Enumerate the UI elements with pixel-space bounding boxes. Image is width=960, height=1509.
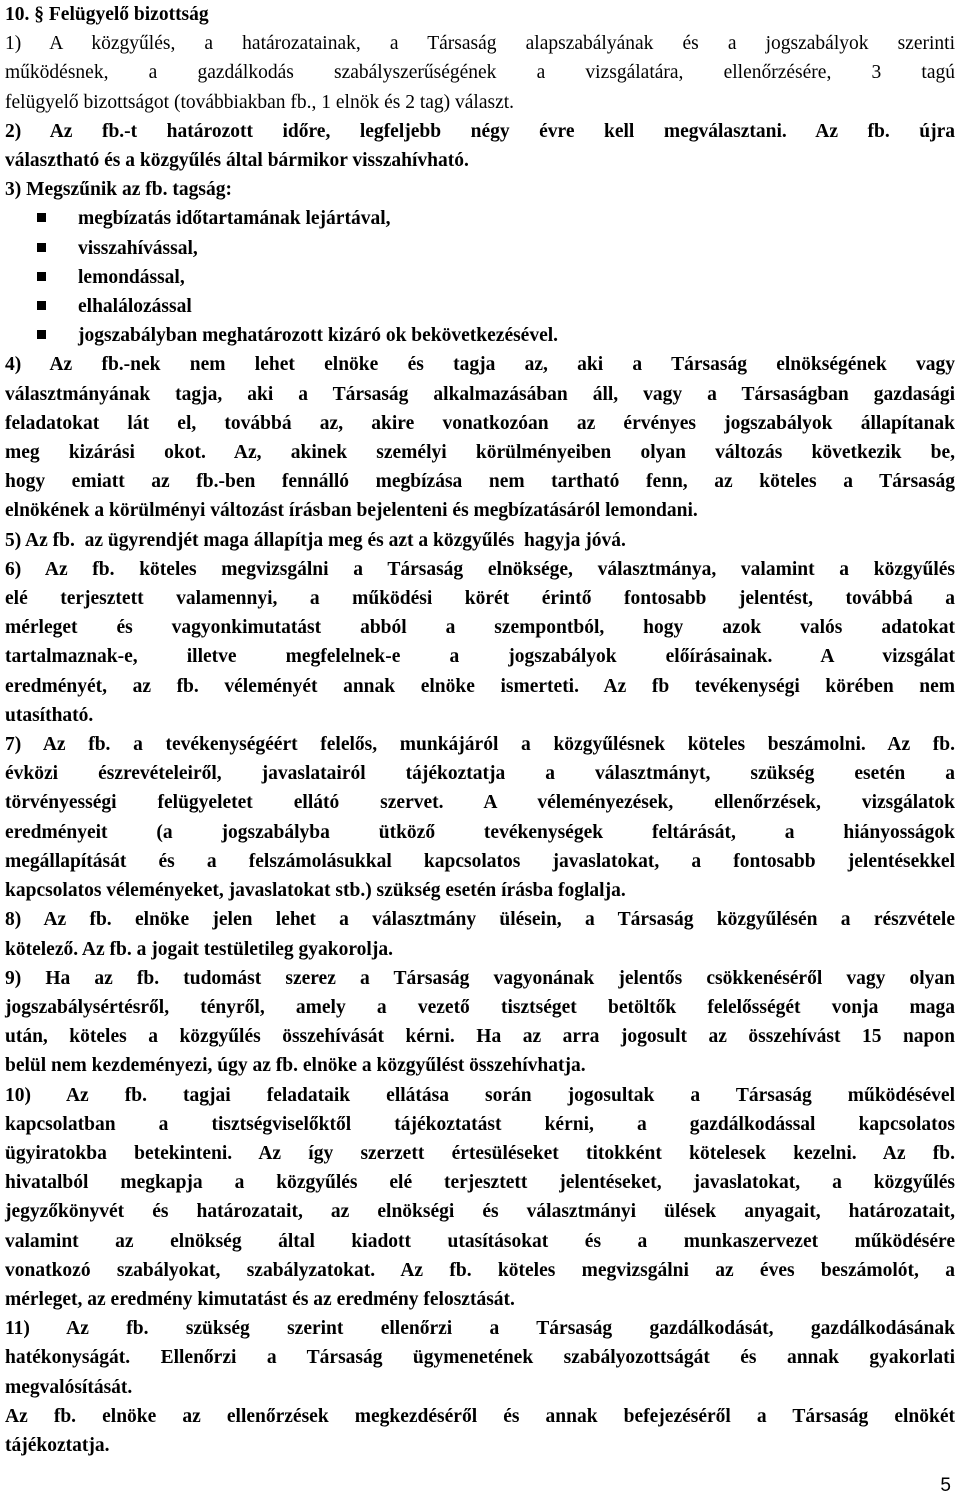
- paragraph-line: 10) Az fb. tagjai feladataik ellátása során jogosultak a Társaság működésével: [5, 1084, 955, 1106]
- paragraph-line: 6) Az fb. köteles megvizsgálni a Társaság elnöksége, választmánya, valamint a közgyűlés: [5, 558, 955, 580]
- paragraph-line: valamint az elnökség által kiadott utasításokat és a munkaszervezet működésére: [5, 1230, 955, 1252]
- bullet-item: [5, 234, 955, 263]
- square-bullet-icon: [37, 243, 46, 252]
- paragraph-line: hogy emiatt az fb.-ben fennálló megbízása nem tartható fenn, az köteles a Társaság: [5, 471, 955, 493]
- paragraph-line: eredményeit (a jogszabályba ütköző tevékenységek feltárását, a hiányosságok: [5, 821, 955, 843]
- paragraph-line: jogszabálysértésről, tényről, amely a vezető tisztséget betöltők felelősségét vonja maga: [5, 996, 955, 1018]
- paragraph-line: eredményét, az fb. véleményét annak elnöke ismerteti. Az fb tevékenységi körében nem: [5, 675, 955, 697]
- paragraph-line: ügyiratokba betekinteni. Az így szerzett értesüléseket titokként kötelesek kezelni. Az fb.: [5, 1142, 955, 1164]
- paragraph-line: felügyelő bizottságot (továbbiakban fb., 1 elnök és 2 tag) választ.: [5, 91, 515, 113]
- paragraph-line: törvényességi felügyeletet ellátó szervet. A véleményezések, ellenőrzések, vizsgálatok: [5, 792, 955, 814]
- paragraph-line: 7) Az fb. a tevékenységéért felelős, munkájáról a közgyűlésnek köteles beszámolni. Az fb.: [5, 734, 955, 756]
- paragraph-line: elnökének a körülményi változást írásban bejelenteni és megbízatásáról lemondani.: [5, 500, 698, 522]
- paragraph-line: megállapítását és a felszámolásukkal kapcsolatos javaslatokat, a fontosabb jelentésekkel: [5, 850, 955, 872]
- paragraph-line: 2) Az fb.-t határozott időre, legfeljebb négy évre kell megválasztani. Az fb. újra: [5, 120, 955, 142]
- paragraph-line: jegyzőkönyvét és határozatait, az elnökségi és választmányi ülések anyagait, határozatait,: [5, 1201, 955, 1223]
- square-bullet-icon: [37, 330, 46, 339]
- paragraph-line: meg kizárási okot. Az, akinek személyi körülményeiben olyan változás következik be,: [5, 442, 955, 464]
- paragraph-line: választható és a közgyűlés által bármikor visszahívható.: [5, 150, 469, 172]
- paragraph-line: kötelező. Az fb. a jogait testületileg gyakorolja.: [5, 938, 393, 960]
- paragraph-line: tájékoztatja.: [5, 1434, 110, 1456]
- bullet-text: lemondással,: [78, 266, 185, 288]
- paragraph-line: 5) Az fb. az ügyrendjét maga állapítja meg és azt a közgyűlés hagyja jóvá.: [5, 529, 626, 551]
- section-heading: 10. § Felügyelő bizottság: [5, 4, 209, 25]
- paragraph-line: 8) Az fb. elnöke jelen lehet a választmány ülésein, a Társaság közgyűlésén a részvétele: [5, 909, 955, 931]
- paragraph-line: tartalmaznak-e, illetve megfelelnek-e a jogszabályok előírásainak. A vizsgálat: [5, 646, 955, 668]
- paragraph-line: választmányának tagja, aki a Társaság alkalmazásában áll, vagy a Társaságban gazdasági: [5, 383, 955, 405]
- paragraph-line: évközi észrevételeiről, javaslatairól tájékoztatja a választmányt, szükség esetén a: [5, 763, 955, 785]
- paragraph-line: 1) A közgyűlés, a határozatainak, a Társaság alapszabályának és a jogszabályok szerinti: [5, 33, 955, 55]
- paragraph-line: mérleget és vagyonkimutatást abból a szempontból, hogy azok valós adatokat: [5, 617, 955, 639]
- bullet-text: elhalálozással: [78, 296, 192, 318]
- paragraph-line: kapcsolatos véleményeket, javaslatokat stb.) szükség esetén írásba foglalja.: [5, 880, 626, 902]
- square-bullet-icon: [37, 272, 46, 281]
- paragraph-line: utasítható.: [5, 704, 94, 726]
- paragraph-line: 3) Megszűnik az fb. tagság:: [5, 179, 232, 201]
- paragraph-line: belül nem kezdeményezi, úgy az fb. elnöke a közgyűlést összehívhatja.: [5, 1055, 586, 1077]
- bullet-item: [5, 263, 955, 292]
- paragraph-line: Az fb. elnöke az ellenőrzések megkezdéséről és annak befejezéséről a Társaság elnökét: [5, 1405, 955, 1427]
- paragraph-line: elé terjesztett valamennyi, a működési körét érintő fontosabb jelentést, továbbá a: [5, 588, 955, 610]
- bullet-item: [5, 292, 955, 321]
- paragraph-line: működésnek, a gazdálkodás szabályszerűségének a vizsgálatára, ellenőrzésére, 3 tagú: [5, 62, 955, 84]
- page-number: 5: [940, 1475, 951, 1496]
- bullet-item: [5, 321, 955, 350]
- bullet-text: jogszabályban meghatározott kizáró ok bekövetkezésével.: [78, 325, 559, 347]
- paragraph-line: 9) Ha az fb. tudomást szerez a Társaság vagyonának jelentős csökkenéséről vagy olyan: [5, 967, 955, 989]
- bullet-text: visszahívással,: [78, 237, 198, 259]
- bullet-item: [5, 204, 955, 233]
- bullet-text: megbízatás időtartamának lejártával,: [78, 208, 391, 230]
- paragraph-line: kapcsolatban a tisztségviselőktől tájékoztatást kérni, a gazdálkodással kapcsolatos: [5, 1113, 955, 1135]
- paragraph-line: 11) Az fb. szükség szerint ellenőrzi a Társaság gazdálkodását, gazdálkodásának: [5, 1318, 955, 1340]
- document-page: [5, 0, 955, 1460]
- paragraph-line: feladatokat lát el, továbbá az, akire vonatkozóan az érvényes jogszabályok állapítanak: [5, 412, 955, 434]
- paragraph-line: hatékonyságát. Ellenőrzi a Társaság ügymenetének szabályozottságát és annak gyakorlati: [5, 1347, 955, 1369]
- paragraph-line: után, köteles a közgyűlés összehívását kérni. Ha az arra jogosult az összehívást 15 napon: [5, 1026, 955, 1048]
- paragraph-line: megvalósítását.: [5, 1376, 133, 1398]
- square-bullet-icon: [37, 213, 46, 222]
- paragraph-line: mérleget, az eredmény kimutatást és az eredmény felosztását.: [5, 1288, 515, 1310]
- square-bullet-icon: [37, 301, 46, 310]
- paragraph-line: 4) Az fb.-nek nem lehet elnöke és tagja az, aki a Társaság elnökségének vagy: [5, 354, 955, 376]
- paragraph-line: vonatkozó szabályokat, szabályzatokat. Az fb. köteles megvizsgálni az éves beszámolót, a: [5, 1259, 955, 1281]
- paragraph-line: hivatalból megkapja a közgyűlés elé terjesztett jelentéseket, javaslatokat, a közgyűlés: [5, 1172, 955, 1194]
